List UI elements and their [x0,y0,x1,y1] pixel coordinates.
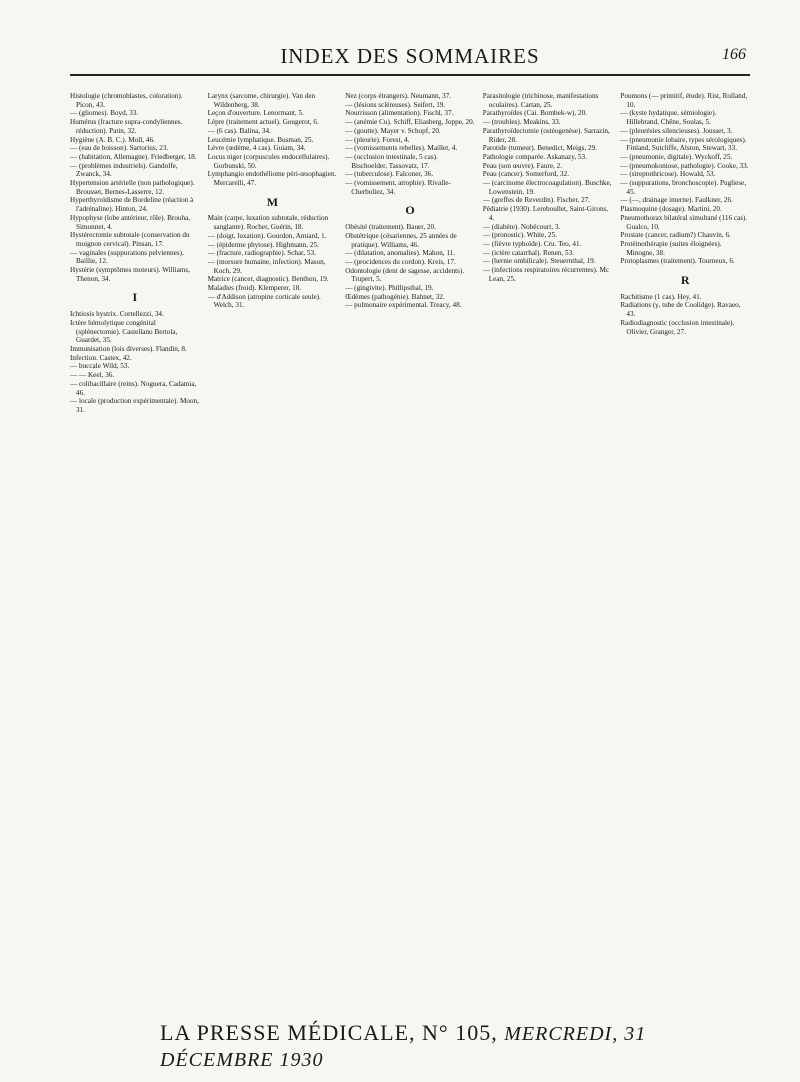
section-letter: M [266,194,279,209]
section-letter: O [405,203,415,218]
index-entry: Œdèmes (pathogénie). Bahnet, 32. [345,292,445,301]
index-entry: — (gliomes). Boyd, 33. [70,109,139,118]
index-entry: Lymphangio endothéliome péri-œsophagien. Mercarelli, 47. [207,170,337,188]
index-entry: — (streptothricose). Howald, 53. [620,170,716,179]
index-entry: — (fièvre typhoïde). Cru. Teo, 41. [482,239,582,248]
index-entry: — (vomissements rebelles). Maillet, 4. [345,144,458,153]
index-entry: Nourrisson (alimentation). Fischl, 37. [345,109,454,118]
index-entry: Nez (corps étrangers). Neumann, 37. [345,92,452,100]
index-entry: — vaginales (suppurations pelviennes). Baillie, 12. [70,248,184,266]
index-columns [70,92,750,1012]
index-entry: — (greffes de Reverdin). Fischer, 27. [482,196,591,205]
index-column [620,92,750,1012]
index-entry: — (diabète). Nobécourt, 3. [482,222,561,231]
index-entry: — (pleurie). Forest, 4. [345,135,410,144]
index-entry: — (habitation, Allemagne). Friedberger, 18. [70,152,197,161]
index-entry: Leucémie lymphatique. Busman, 25. [207,135,314,144]
index-entry: Hystérie (symptômes moteurs). Williams, Thenon, 34. [70,266,190,283]
index-entry: Histologie (chromoblastes, coloration). Picon, 43. [70,92,183,109]
index-entry: — (eau de boisson). Sartorius, 23. [70,144,169,153]
index-entry: Parasitologie (trichinose, manifestations oculaires). Cartan, 25. [482,92,599,109]
section-letter: I [132,290,138,305]
index-entry: Ictère hémolytique congénital (splénectomie). Castellano Bertola, Guardet, 35. [70,318,178,345]
index-entry: Lèvre (œdème, 4 cas). Guiam, 34. [207,144,306,153]
index-entry: Hypophyse (lobe antérieur, rôle). Brouha, Simonnet, 4. [70,213,191,231]
index-entry: Infection. Castex, 42. [70,353,132,362]
index-entry: Obésité (traitement). Bauer, 20. [345,223,436,232]
index-entry: Parotide (tumeur). Benedict, Meigs, 29. [482,144,597,153]
index-entry: — (—, drainage interne). Faulkner, 26. [620,196,733,205]
index-entry: Matrice (cancer, diagnostic). Benthon, 19. [207,275,329,284]
index-entry: — (doigt, luxation). Gourdon, Amiard, 1. [207,231,327,240]
index-entry: — (troubles). Meakins, 33. [482,118,561,127]
index-entry: Hygiène (A. B. C.). Moll, 46. [70,135,155,144]
index-entry: Radiodiagnostic (occlusion intestinale). Olivier, Granger, 27. [620,318,735,336]
index-entry: — colibacillaire (reins). Noguera, Cadamia, 46. [70,379,197,397]
index-entry: — buccale Wild, 53. [70,362,130,371]
index-entry: Hyperthyroïdisme de Bordeline (réaction à l'adrénaline). Hinton, 24. [70,196,194,214]
index-entry: — (6 cas). Balina, 34. [207,126,271,135]
index-entry: Obstétrique (césariennes, 25 années de pratique). Williams, 46. [345,231,457,249]
index-entry: — (ictère catarrhal). Renen, 53. [482,248,574,257]
index-entry: Pathologie comparée. Askanazy, 53. [482,152,587,161]
index-entry: Locus niger (corpuscules endocellulaires). Gorbunski, 50. [207,152,330,170]
index-entry: Humérus (fracture supra-condyliennes. réduction). Patin, 32. [70,118,183,135]
index-title: INDEX DES SOMMAIRES [280,44,540,68]
index-column [483,92,613,1012]
index-entry: — (gingivite). Phillipsthal, 19. [345,284,434,293]
index-entry: — (pneumonie lobaire, types sérologiques). Finland, Sutcliffe, Alston, Stewart, 33. [620,135,747,153]
index-entry: — (carcinome électrocoagulation). Buschke, Lowenstein, 19. [482,179,612,196]
index-entry: Pneumothorax bilatéral simultané (116 cas). Gualco, 10. [620,213,748,231]
index-entry: Main (carpe, luxation subtotale, réduction sanglante). Rocher, Guérin, 18. [207,214,329,232]
index-entry: — (infections respiratoires récurrentes). Mc Lean, 25. [482,266,610,283]
index-entry: — locale (production expérimentale). Moon, 31. [70,397,199,414]
section-letter: R [680,273,690,288]
index-entry: Protéinothérapie (suites éloignées). Minogne, 38. [620,239,722,257]
index-entry: — pulmonaire expérimental. Treacy, 48. [345,301,462,310]
index-entry: Rachitisme (1 cas). Hey, 41. [620,292,702,301]
index-entry: — (tuberculose). Falconer, 36. [345,170,434,179]
index-entry: Lèpre (traitement actuel). Gougerot, 6. [207,118,319,127]
index-entry: Radiations (γ, tube de Coolidge). Ravaeo, 43. [620,301,741,319]
index-entry: — (pneumokoniose, pathologie). Cooke, 33. [620,161,749,170]
index-entry: Prostate (cancer, radium?) Chauvin, 6. [620,231,731,240]
index-entry: Poumons (— primitif, étude). Rist, Rolland, 10. [620,92,748,109]
index-entry: Immunisation (lois diverses). Flandin, 8. [70,344,187,353]
index-entry: — (dilatation, anomalies). Mahon, 11. [345,249,456,258]
index-entry: — (fracture, radiographie). Schar, 53. [207,249,316,258]
index-entry: — (suppurations, bronchoscopie). Pugliese, 45. [620,179,747,196]
index-entry: — — Keel, 36. [70,371,115,380]
index-entry: — (épiderme phytose). Highmann, 25. [207,240,319,249]
index-entry: — (occlusion intestinale, 5 cas). Bischoelder, Tassovatz, 17. [345,152,438,170]
index-entry: Protoplasmes (traitement). Tourneux, 6. [620,257,735,266]
index-column [345,92,475,1012]
index-entry: — (pleurésies silencieuses). Jousset, 3. [620,126,733,135]
page-header [70,40,750,76]
index-entry: Maladies (froid). Klemperer, 18. [207,284,302,293]
index-entry: Odontologie (dent de sagesse, accidents). Trupert, 5. [345,266,465,284]
index-entry: — (pneumonie, digitale). Wyckoff, 25. [620,152,733,161]
index-column [208,92,338,1012]
index-entry: — d'Addison (atropine corticale seule). Welch, 31. [207,292,321,310]
index-entry: Parathyroïdectomie (ostéogenèse). Sarrazin, Rider, 28. [482,126,610,144]
index-entry: — (anémie Cu). Schiff, Eliasberg, Joppe, 20. [345,118,475,127]
index-entry: Ichtiosis hystrix. Cortellezzi, 34. [70,310,164,319]
issue-date: MERCREDI, 31 DÉCEMBRE 1930 [160,1023,647,1071]
index-column [70,92,200,1012]
index-entry: — (procidences du cordon). Kreis, 17. [345,257,456,266]
journal-name: LA PRESSE MÉDICALE, N° 105, [160,1020,498,1045]
index-entry: — (morsure humaine, infection). Mason, Koch, 29. [207,257,326,275]
index-entry: Plasmoquine (dosage). Martini, 20. [620,205,722,214]
index-entry: — (pronostic). White, 25. [482,231,557,240]
index-entry: — (hernie ombilicale). Steuernthal, 19. [482,257,596,266]
index-entry: Parathyroïdes (Cai. Bombek-w), 20. [482,109,587,118]
index-entry: Peau (son œuvre). Faure, 2. [482,161,563,170]
page-number: 166 [722,46,746,63]
index-entry: — (vomissement, atrophie). Rivalle-Cherbuliez, 34. [345,179,451,196]
index-entry: — (kyste hydatique, sémiologie). Hillebrand, Chêne, Soulas, 5. [620,109,717,127]
index-entry: — (goutte). Mayer v. Schopf, 20. [345,126,441,135]
index-entry: Hystérectomie subtotale (conservation du moignon cervical). Pinsan, 17. [70,231,190,248]
index-entry: — (lésions scléreuses). Seifert, 19. [345,100,446,109]
index-entry: Larynx (sarcome, chirurgie). Van den Wildenberg, 38. [207,92,316,109]
index-entry: Pédiatrie (1930). Lereboullet, Saint-Girons, 4. [482,205,609,222]
index-entry: Leçon d'ouverture. Lenormant, 5. [207,109,304,118]
index-entry: — (problèmes industriels). Gandolfe, Zwanck, 34. [70,161,178,179]
page-footer [160,1020,740,1071]
index-entry: Peau (cancer). Somerford, 32. [482,170,569,179]
index-entry: Hypertension artérielle (non pathologique). Brousset, Bernes-Lasserre, 12. [70,179,195,196]
